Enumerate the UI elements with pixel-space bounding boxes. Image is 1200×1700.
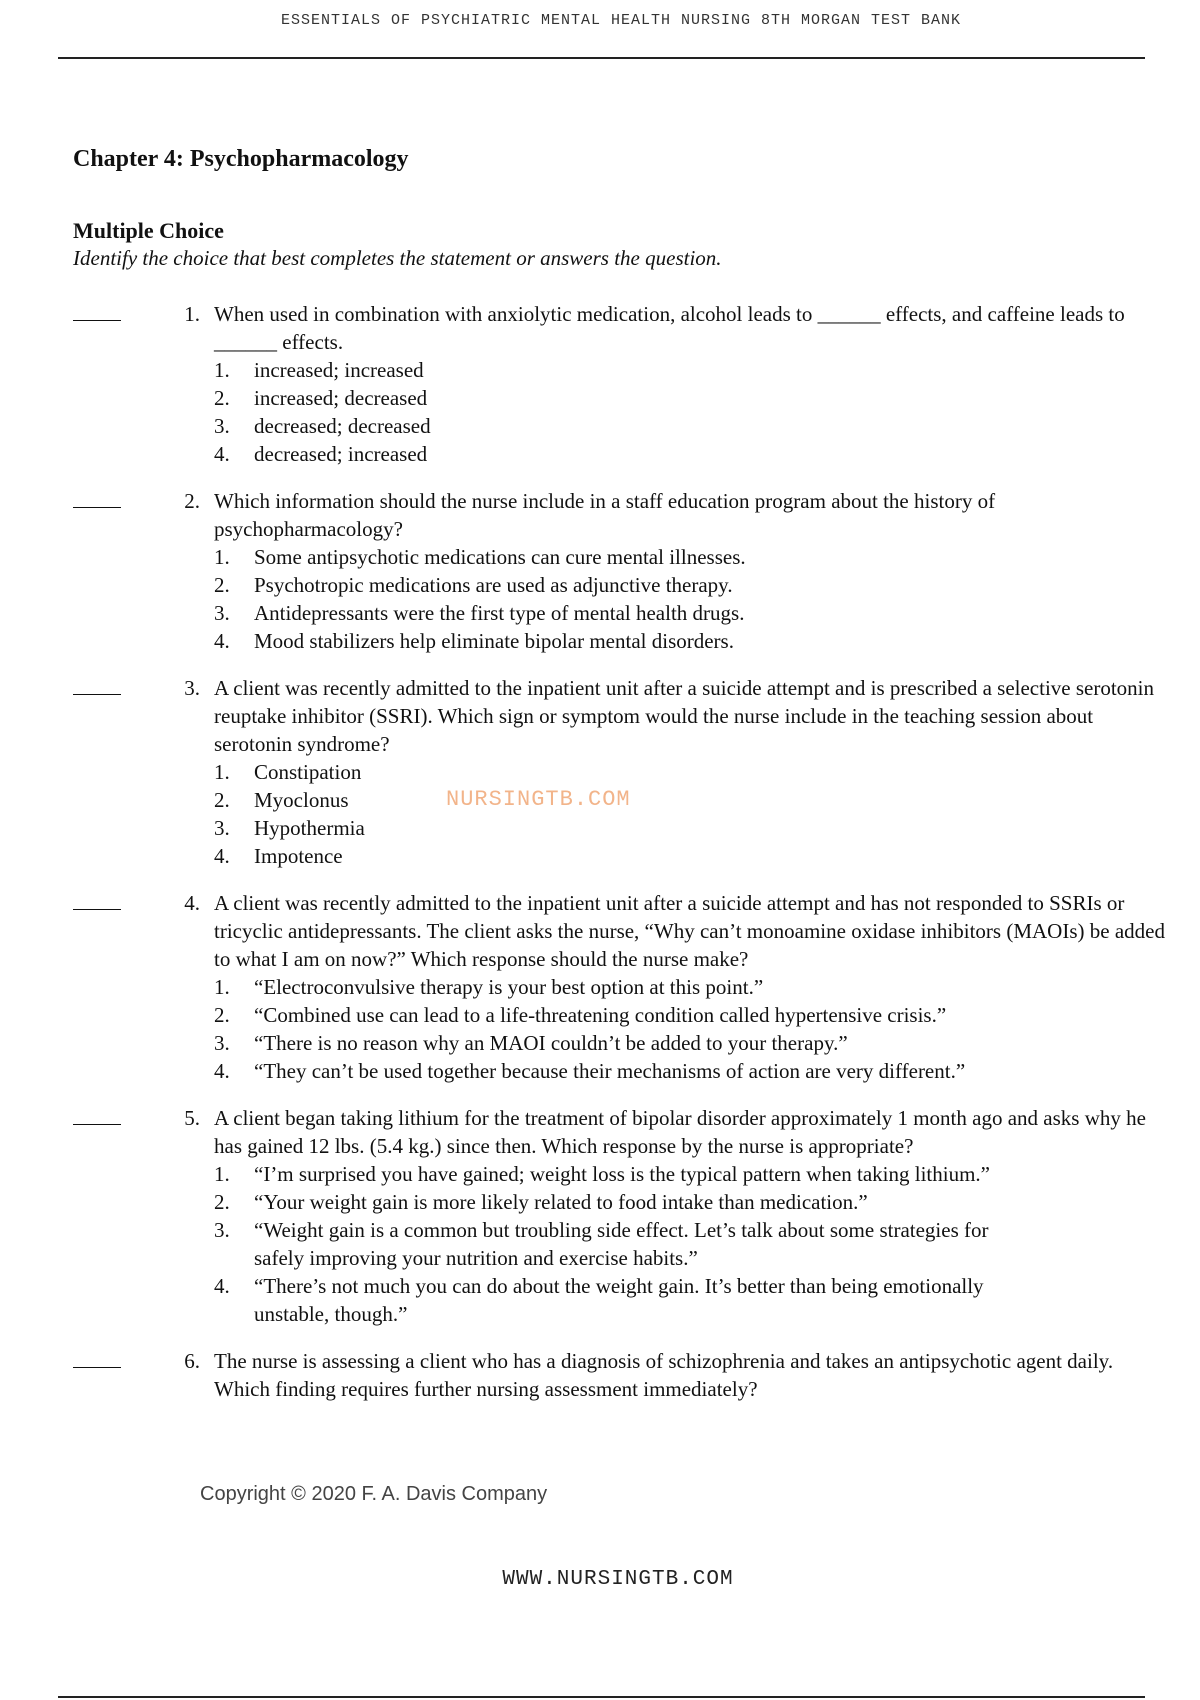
answer-option [214,543,1173,571]
section-instructions: Identify the choice that best completes the statement or answers the question. [73,246,722,270]
option-number: 4. [214,1059,230,1083]
option-text: “Your weight gain is more likely related to food intake than medication.” [254,1190,868,1214]
answer-option [214,412,1173,440]
copyright-notice: Copyright © 2020 F. A. Davis Company [200,1483,548,1505]
answer-blank[interactable] [73,1104,121,1125]
option-text: increased; decreased [254,386,428,410]
chapter-title: Chapter 4: Psychopharmacology [73,146,409,172]
answer-blank[interactable] [73,889,121,910]
option-number: 1. [214,545,230,569]
answer-option [214,1160,1173,1188]
question [73,487,1173,655]
question-number: 1. [184,302,200,326]
option-number: 3. [214,414,230,438]
option-number: 2. [214,788,230,812]
answer-option [214,599,1173,627]
question [73,889,1173,1085]
option-text: Mood stabilizers help eliminate bipolar mental disorders. [254,629,734,653]
answer-option [214,814,1173,842]
option-number: 2. [214,1003,230,1027]
option-number: 3. [214,1218,230,1242]
option-number: 4. [214,1274,230,1298]
answer-option [214,571,1173,599]
option-text: “Electroconvulsive therapy is your best option at this point.” [254,975,764,999]
question-stem: A client began taking lithium for the treatment of bipolar disorder approximately 1 month ago and asks why he has gained 12 lbs. (5.4 kg.) since then. Which response by the nurse is appropriate? [214,1106,1146,1158]
answer-option [214,973,1173,1001]
question-number: 2. [184,489,200,513]
answer-option [214,627,1173,655]
question-stem: The nurse is assessing a client who has a diagnosis of schizophrenia and takes an antipsychotic agent daily. Which finding requires further nursing assessment immediately? [214,1349,1114,1401]
question-body [214,889,1173,1085]
option-number: 1. [214,1162,230,1186]
footer-url: WWW.NURSINGTB.COM [502,1568,734,1591]
option-text: Antidepressants were the first type of mental health drugs. [254,601,745,625]
header-divider [58,57,1145,59]
answer-option [214,384,1173,412]
question [73,1104,1173,1328]
option-text: Hypothermia [254,816,365,840]
option-number: 1. [214,975,230,999]
answer-option [214,1001,1173,1029]
answer-blank[interactable] [73,1347,121,1368]
watermark: NURSINGTB.COM [446,787,631,812]
answer-blank[interactable] [73,487,121,508]
option-text: “There’s not much you can do about the weight gain. It’s better than being emotionally unstable, though.” [254,1274,984,1326]
answer-option [214,1272,1173,1328]
option-number: 2. [214,573,230,597]
option-text: Constipation [254,760,362,784]
question-stem: A client was recently admitted to the inpatient unit after a suicide attempt and has not responded to SSRIs or tricyclic antidepressants. The client asks the nurse, “Why can’t monoamine oxidase inhibitors (MAOIs) be added to what I am on now?” Which response should the nurse make? [214,891,1165,971]
section-title: Multiple Choice [73,218,224,243]
option-text: “There is no reason why an MAOI couldn’t be added to your therapy.” [254,1031,848,1055]
question-body [214,1347,1173,1403]
question-number: 3. [184,676,200,700]
option-text: Impotence [254,844,343,868]
question-number: 6. [184,1349,200,1373]
answer-option [214,758,1173,786]
option-number: 3. [214,816,230,840]
question [73,674,1173,870]
question [73,300,1173,468]
option-text: “I’m surprised you have gained; weight loss is the typical pattern when taking lithium.” [254,1162,990,1186]
question-stem: When used in combination with anxiolytic medication, alcohol leads to ______ effects, and caffeine leads to ______ effects. [214,302,1125,354]
option-text: “Combined use can lead to a life-threatening condition called hypertensive crisis.” [254,1003,947,1027]
answer-option [214,1057,1173,1085]
option-text: “They can’t be used together because their mechanisms of action are very different.” [254,1059,966,1083]
option-number: 1. [214,760,230,784]
answer-option [214,1216,1173,1272]
option-text: increased; increased [254,358,424,382]
question-stem: Which information should the nurse include in a staff education program about the history of psychopharmacology? [214,489,996,541]
question-body [214,1104,1173,1328]
option-number: 2. [214,1190,230,1214]
option-text: Myoclonus [254,788,349,812]
answer-option [214,1188,1173,1216]
option-number: 2. [214,386,230,410]
question [73,1347,1173,1403]
answer-option [214,1029,1173,1057]
option-number: 4. [214,844,230,868]
option-number: 3. [214,1031,230,1055]
option-text: “Weight gain is a common but troubling side effect. Let’s talk about some strategies for safely improving your nutrition and exercise habits.” [254,1218,989,1270]
question-number: 5. [184,1106,200,1130]
answer-option [214,842,1173,870]
option-text: decreased; decreased [254,414,431,438]
footer-divider [58,1696,1145,1698]
option-number: 1. [214,358,230,382]
question-list [73,300,1173,1422]
question-stem: A client was recently admitted to the inpatient unit after a suicide attempt and is prescribed a selective serotonin reuptake inhibitor (SSRI). Which sign or symptom would the nurse include in the teaching session about serotonin syndrome? [214,676,1155,756]
answer-blank[interactable] [73,300,121,321]
option-text: Some antipsychotic medications can cure mental illnesses. [254,545,746,569]
question-body [214,487,1173,655]
option-number: 3. [214,601,230,625]
question-body [214,674,1173,870]
option-text: Psychotropic medications are used as adjunctive therapy. [254,573,733,597]
answer-option [214,786,1173,814]
answer-option [214,440,1173,468]
option-number: 4. [214,442,230,466]
option-number: 4. [214,629,230,653]
answer-blank[interactable] [73,674,121,695]
answer-option [214,356,1173,384]
running-header: ESSENTIALS OF PSYCHIATRIC MENTAL HEALTH NURSING 8TH MORGAN TEST BANK [280,12,962,29]
option-text: decreased; increased [254,442,428,466]
question-number: 4. [184,891,200,915]
question-body [214,300,1173,468]
